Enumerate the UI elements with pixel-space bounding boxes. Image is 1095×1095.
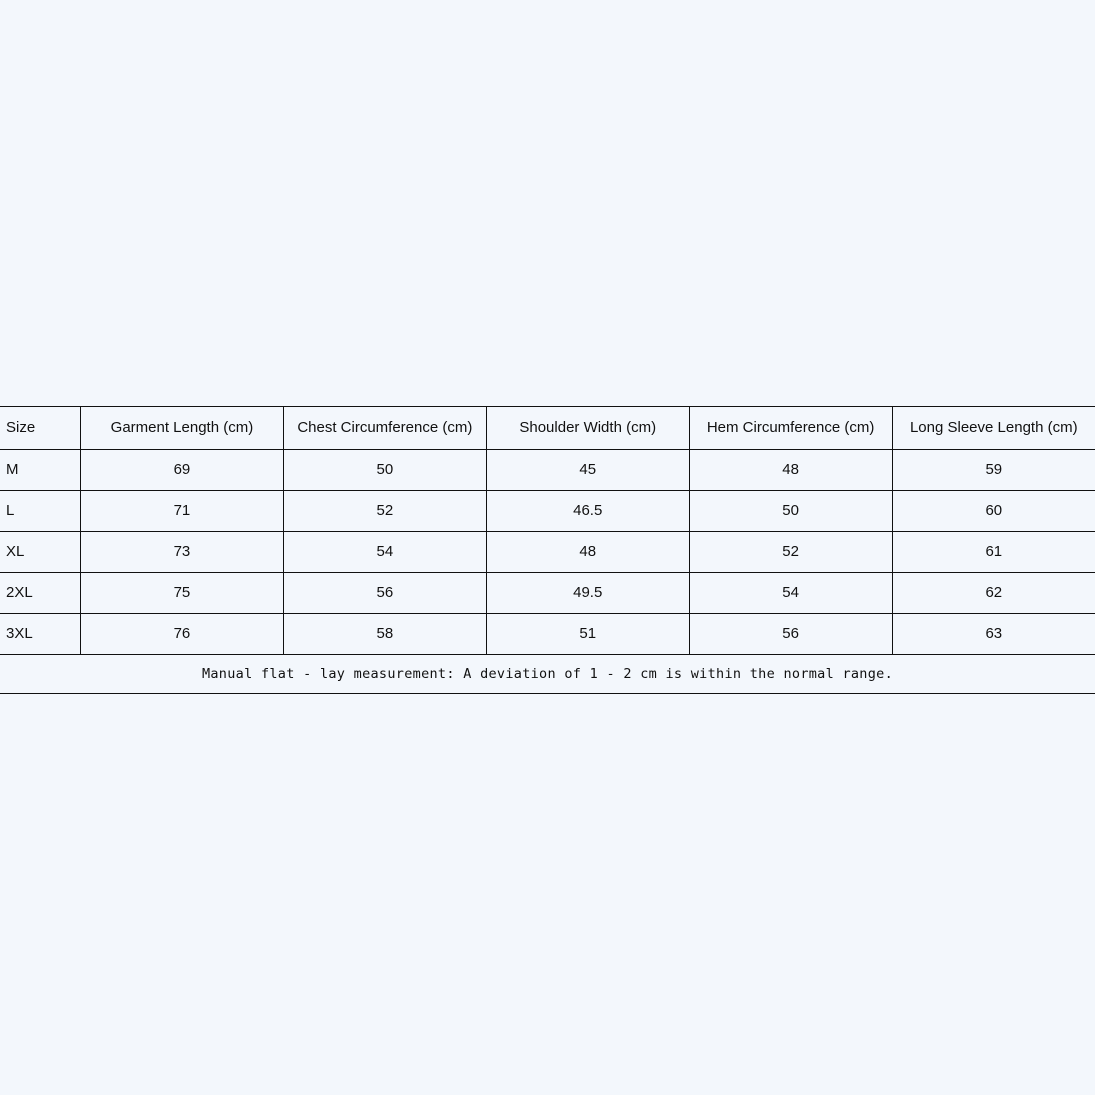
header-cell-sleeve-length: Long Sleeve Length (cm) [892,407,1095,450]
cell-chest: 50 [283,450,486,491]
table-row [0,450,1095,491]
size-chart-table [0,406,1095,694]
cell-garment-length: 71 [81,491,284,532]
cell-size: 3XL [0,614,81,655]
cell-hem: 54 [689,573,892,614]
cell-hem: 52 [689,532,892,573]
table-header [0,407,1095,450]
table-footer [0,655,1095,694]
cell-garment-length: 75 [81,573,284,614]
table-row [0,532,1095,573]
cell-chest: 54 [283,532,486,573]
cell-shoulder: 51 [486,614,689,655]
cell-sleeve: 63 [892,614,1095,655]
cell-garment-length: 69 [81,450,284,491]
header-cell-garment-length: Garment Length (cm) [81,407,284,450]
cell-shoulder: 49.5 [486,573,689,614]
cell-size: L [0,491,81,532]
cell-garment-length: 73 [81,532,284,573]
cell-sleeve: 60 [892,491,1095,532]
cell-shoulder: 48 [486,532,689,573]
cell-size: 2XL [0,573,81,614]
cell-garment-length: 76 [81,614,284,655]
header-cell-size: Size [0,407,81,450]
cell-size: XL [0,532,81,573]
table-row [0,573,1095,614]
cell-sleeve: 59 [892,450,1095,491]
header-cell-hem-circumference: Hem Circumference (cm) [689,407,892,450]
cell-shoulder: 46.5 [486,491,689,532]
measurement-footnote: Manual flat - lay measurement: A deviation of 1 - 2 cm is within the normal range. [0,655,1095,694]
cell-chest: 52 [283,491,486,532]
cell-sleeve: 61 [892,532,1095,573]
table-row [0,491,1095,532]
header-cell-shoulder-width: Shoulder Width (cm) [486,407,689,450]
cell-sleeve: 62 [892,573,1095,614]
cell-shoulder: 45 [486,450,689,491]
header-cell-chest-circumference: Chest Circumference (cm) [283,407,486,450]
footnote-row [0,655,1095,694]
table-body [0,450,1095,655]
table-row [0,614,1095,655]
cell-chest: 58 [283,614,486,655]
size-chart-container [0,406,1095,694]
cell-hem: 48 [689,450,892,491]
cell-hem: 56 [689,614,892,655]
header-row [0,407,1095,450]
cell-hem: 50 [689,491,892,532]
cell-chest: 56 [283,573,486,614]
cell-size: M [0,450,81,491]
